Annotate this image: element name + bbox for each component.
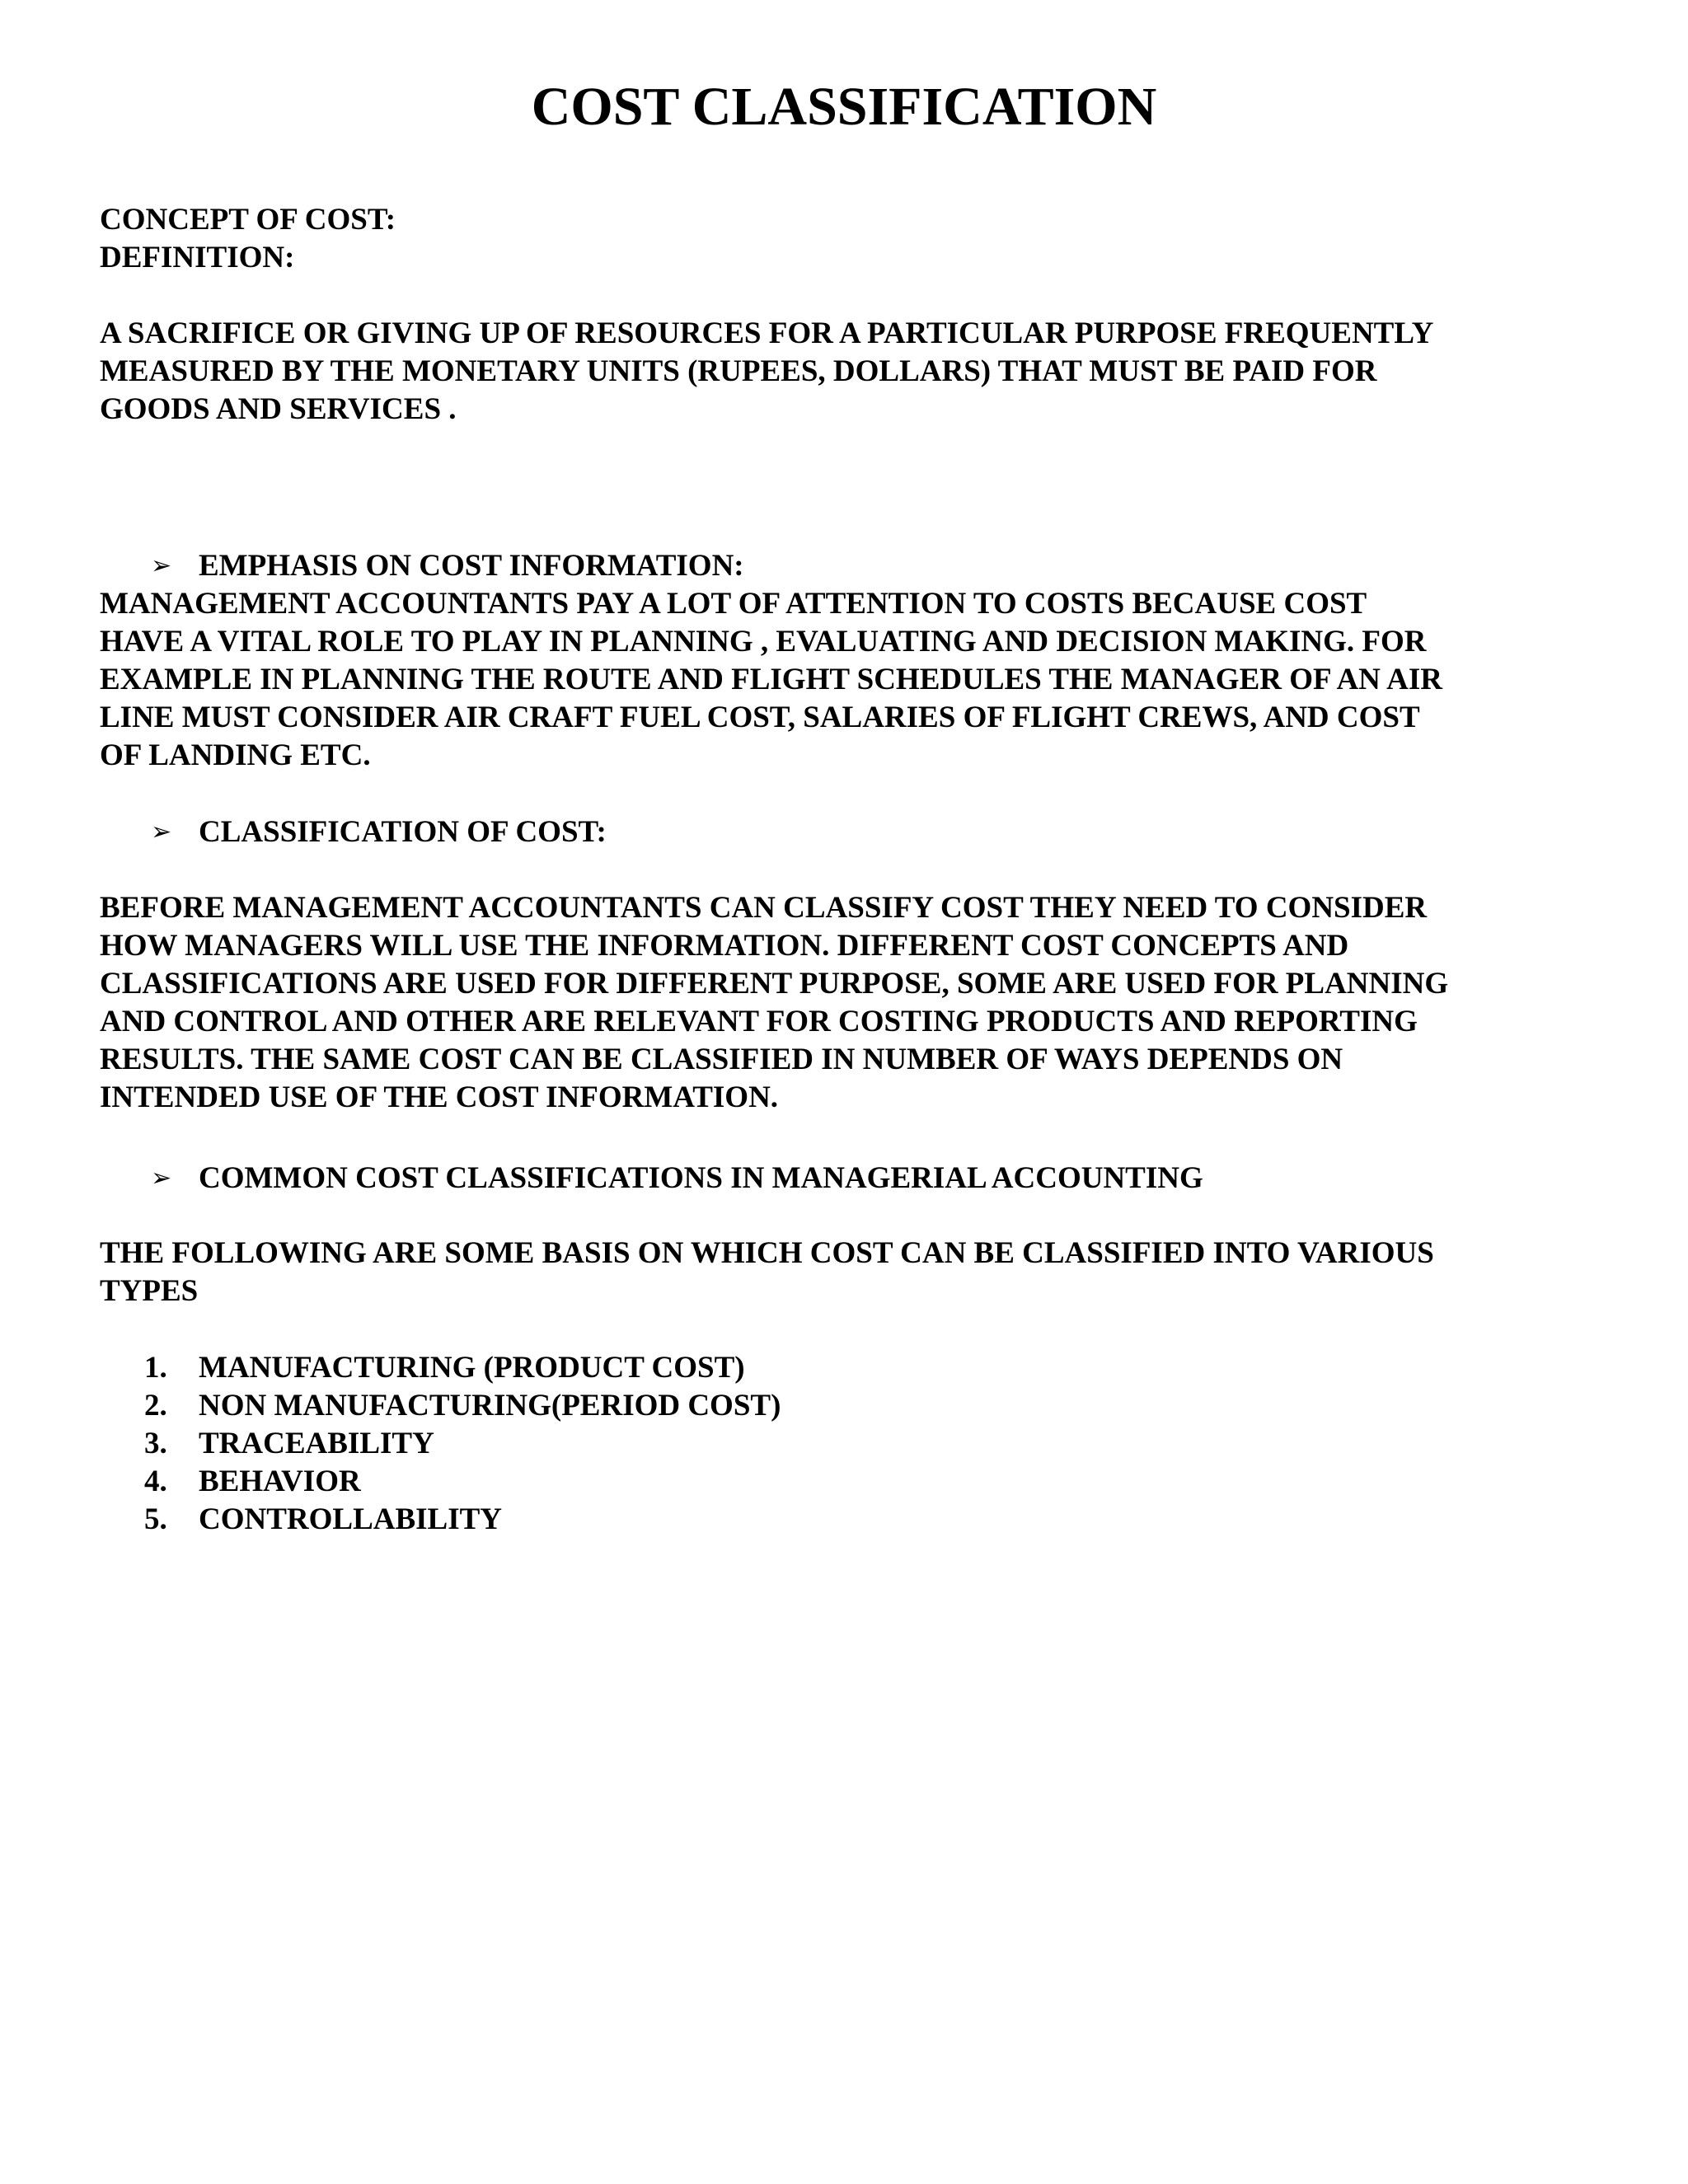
emphasis-line: EXAMPLE IN PLANNING THE ROUTE AND FLIGHT SCHEDULES THE MANAGER OF AN AIR xyxy=(100,663,1442,696)
list-item-text: MANUFACTURING (PRODUCT COST) xyxy=(199,1351,745,1385)
common-paragraph xyxy=(100,1235,1600,1310)
definition-line: A SACRIFICE OR GIVING UP OF RESOURCES FOR A PARTICULAR PURPOSE FREQUENTLY xyxy=(100,316,1434,350)
list-item-text: CONTROLLABILITY xyxy=(199,1502,503,1536)
classification-line: CLASSIFICATIONS ARE USED FOR DIFFERENT PURPOSE, SOME ARE USED FOR PLANNING xyxy=(100,967,1449,1001)
common-line: TYPES xyxy=(100,1274,199,1308)
classification-line: RESULTS. THE SAME COST CAN BE CLASSIFIED IN NUMBER OF WAYS DEPENDS ON xyxy=(100,1043,1343,1076)
classification-line: INTENDED USE OF THE COST INFORMATION. xyxy=(100,1080,779,1114)
concept-heading xyxy=(100,201,1600,277)
list-item-text: BEHAVIOR xyxy=(199,1465,361,1498)
common-line: THE FOLLOWING ARE SOME BASIS ON WHICH COST CAN BE CLASSIFIED INTO VARIOUS xyxy=(100,1236,1434,1270)
arrow-bullet-icon: ➢ xyxy=(151,818,172,846)
arrow-bullet-icon: ➢ xyxy=(151,1164,172,1193)
emphasis-line: OF LANDING ETC. xyxy=(100,738,371,772)
list-item-number: 1. xyxy=(144,1351,167,1385)
page-title: COST CLASSIFICATION xyxy=(531,77,1157,137)
list-item-text: TRACEABILITY xyxy=(199,1427,434,1460)
definition-line: MEASURED BY THE MONETARY UNITS (RUPEES, DOLLARS) THAT MUST BE PAID FOR xyxy=(100,354,1377,388)
classification-line: AND CONTROL AND OTHER ARE RELEVANT FOR COSTING PRODUCTS AND REPORTING xyxy=(100,1005,1418,1038)
list-item-number: 4. xyxy=(144,1465,167,1498)
classification-paragraph xyxy=(100,889,1600,1117)
definition-line: GOODS AND SERVICES . xyxy=(100,392,457,426)
emphasis-line: HAVE A VITAL ROLE TO PLAY IN PLANNING , EVALUATING AND DECISION MAKING. FOR xyxy=(100,625,1427,658)
classification-line: BEFORE MANAGEMENT ACCOUNTANTS CAN CLASSIFY COST THEY NEED TO CONSIDER xyxy=(100,891,1428,925)
definition-paragraph xyxy=(100,315,1600,429)
concept-heading-text: CONCEPT OF COST: xyxy=(100,203,396,237)
definition-heading-text: DEFINITION: xyxy=(100,241,295,274)
arrow-bullet-icon: ➢ xyxy=(151,551,172,580)
emphasis-line: LINE MUST CONSIDER AIR CRAFT FUEL COST, SALARIES OF FLIGHT CREWS, AND COST xyxy=(100,701,1420,734)
emphasis-paragraph xyxy=(100,585,1600,775)
list-item-number: 5. xyxy=(144,1502,167,1536)
list-item-number: 2. xyxy=(144,1389,167,1422)
list-item-text: NON MANUFACTURING(PERIOD COST) xyxy=(199,1389,781,1422)
list-item-number: 3. xyxy=(144,1427,167,1460)
classification-heading-text: CLASSIFICATION OF COST: xyxy=(199,815,607,849)
emphasis-line: MANAGEMENT ACCOUNTANTS PAY A LOT OF ATTENTION TO COSTS BECAUSE COST xyxy=(100,587,1367,621)
emphasis-heading-text: EMPHASIS ON COST INFORMATION: xyxy=(199,549,744,583)
classification-line: HOW MANAGERS WILL USE THE INFORMATION. DIFFERENT COST CONCEPTS AND xyxy=(100,929,1349,963)
common-heading-text: COMMON COST CLASSIFICATIONS IN MANAGERIAL ACCOUNTING xyxy=(199,1161,1203,1195)
